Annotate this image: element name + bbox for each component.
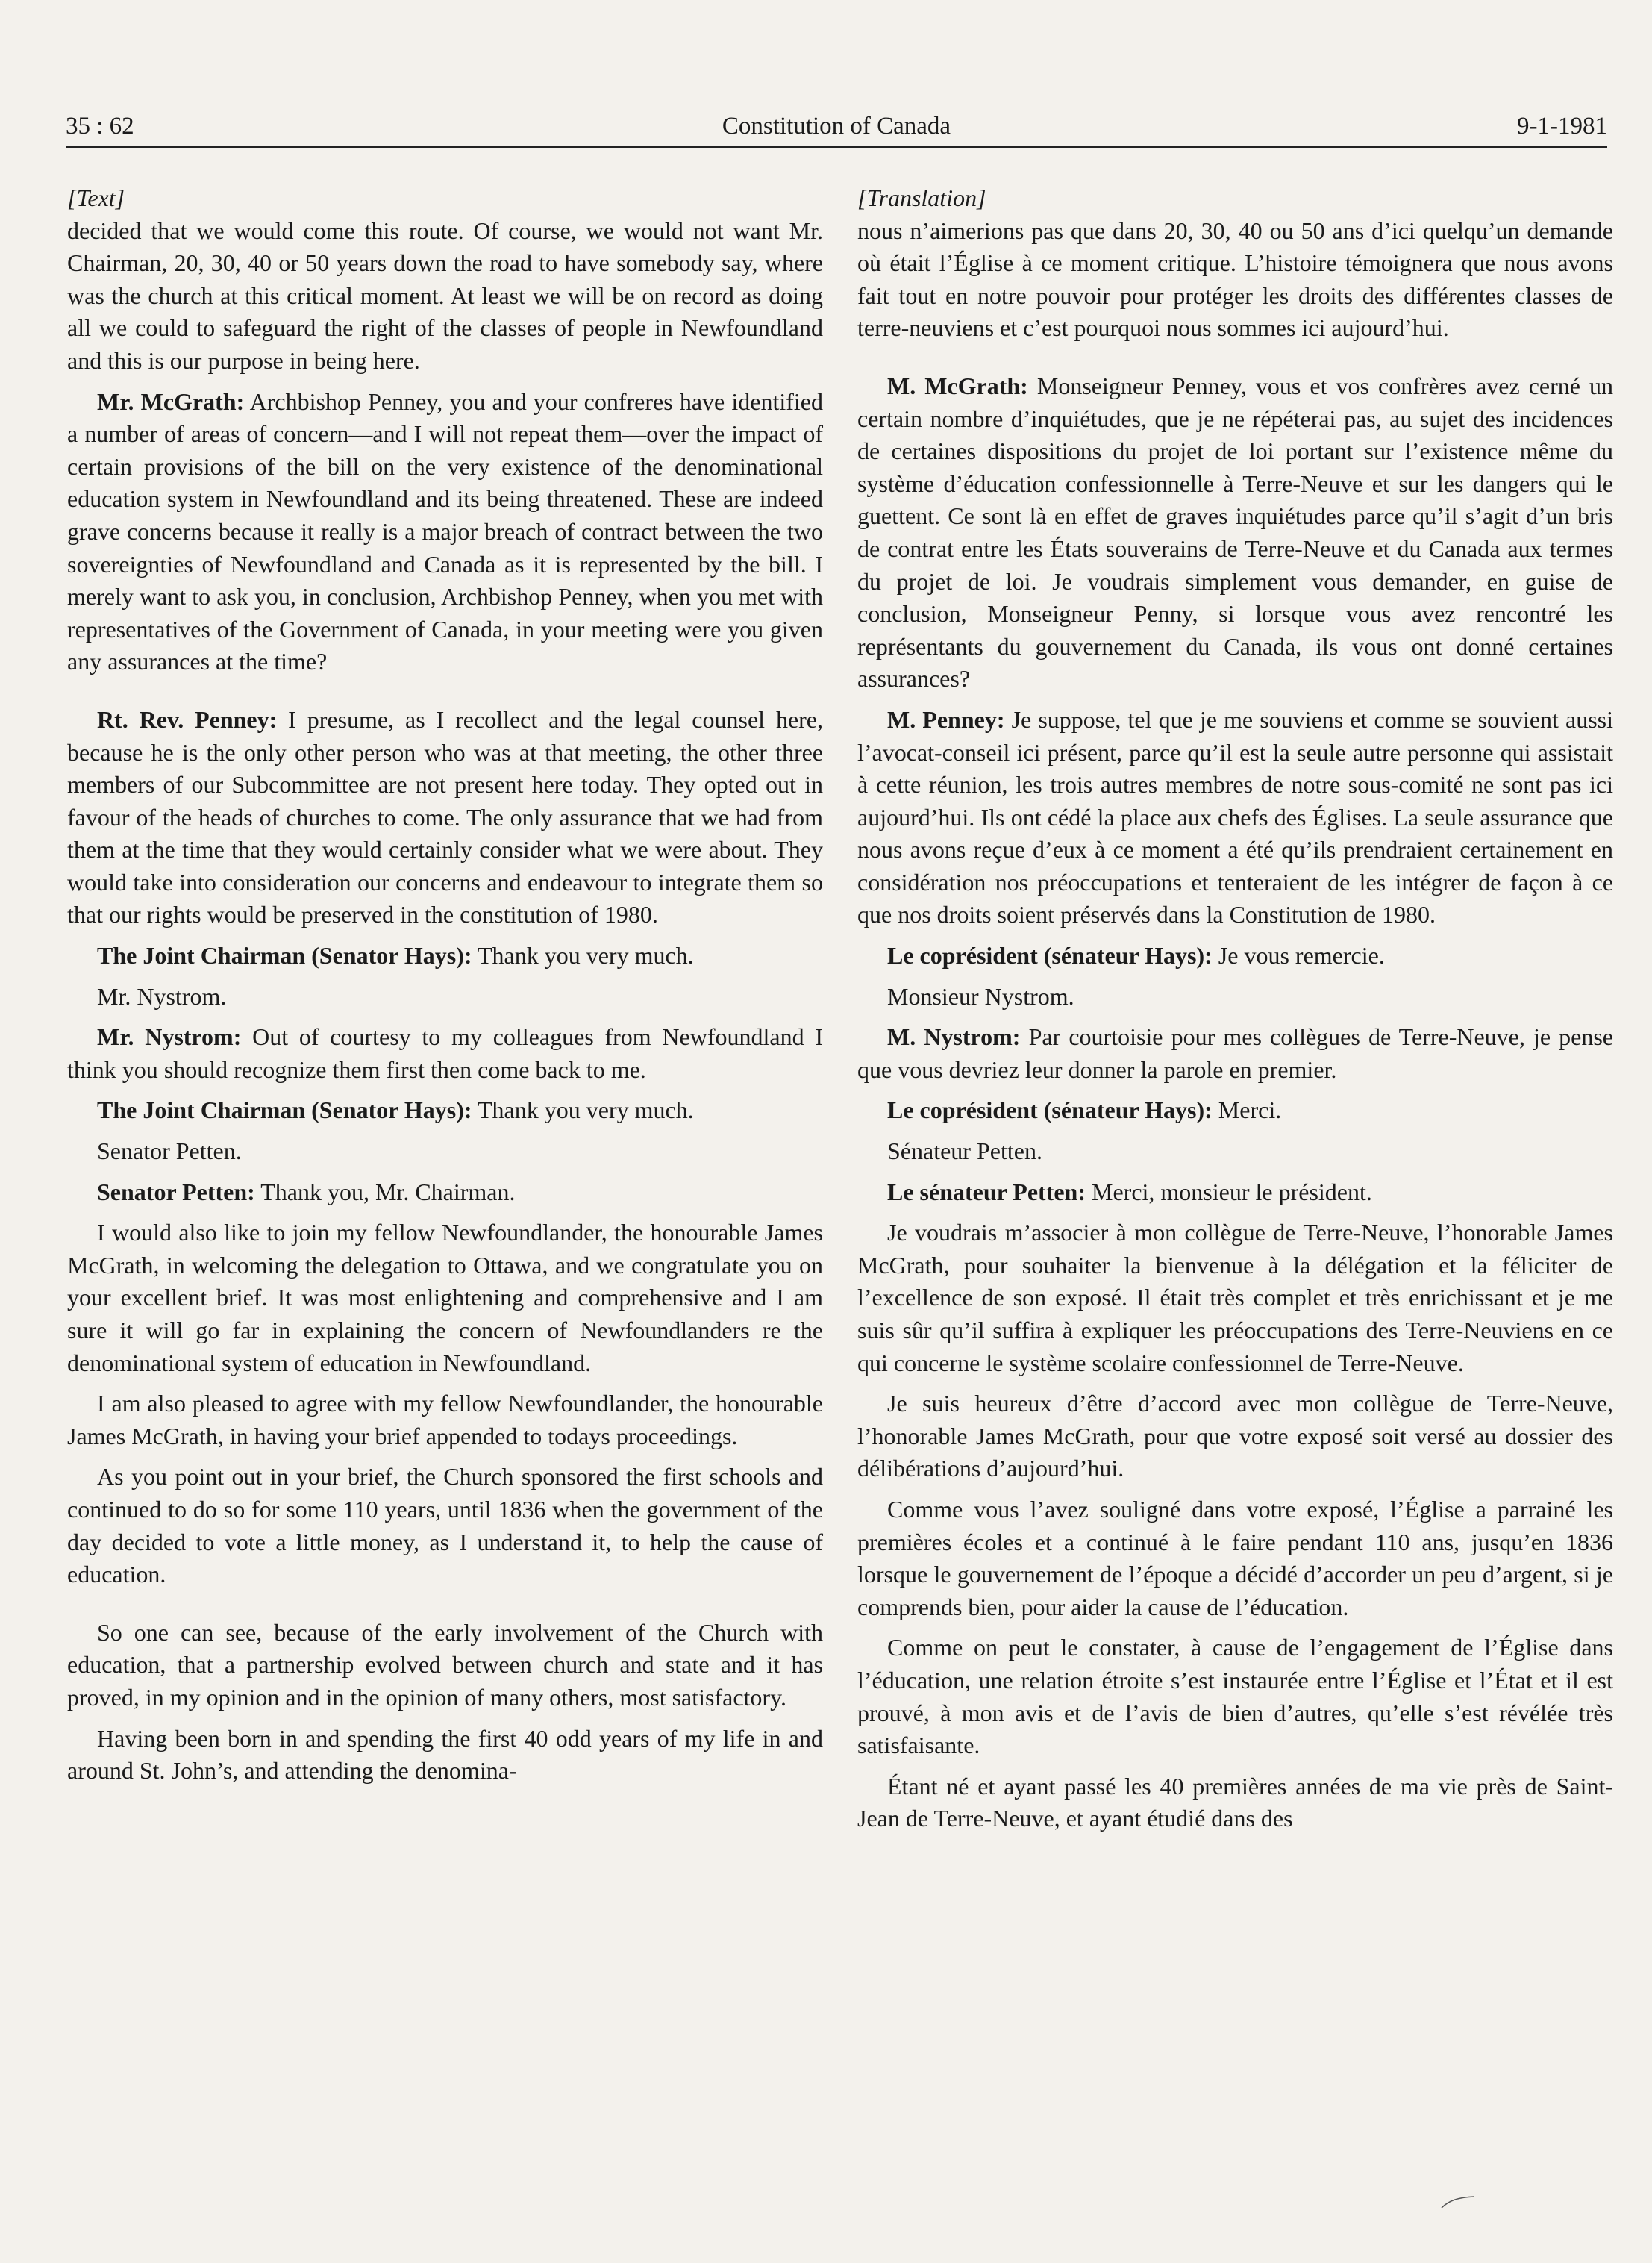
paragraph: The Joint Chairman (Senator Hays): Thank you very much. — [97, 1096, 694, 1124]
paragraph: Je suis heureux d’être d’accord avec mon collègue de Terre-Neuve, l’honorable James McGrath, pour que votre exposé soit versé au dossier des délibérations d’aujourd’hui. — [857, 1390, 1613, 1482]
paragraph: Je voudrais m’associer à mon collègue de Terre-Neuve, l’honorable James McGrath, pour souhaiter la bienvenue à la délégation et la féliciter de l’excellence de son exposé. Il était très complet et très enrichissant et je me suis sûr qu’il suffira à expliquer les préoccupations des Terre-Neuviens en ce qui concerne le système scolaire confessionnel de Terre-Neuve. — [857, 1219, 1613, 1376]
paragraph: I am also pleased to agree with my fellow Newfoundlander, the honourable James McGrath, in having your brief appended to todays proceedings. — [67, 1390, 823, 1449]
page-date: 9-1-1981 — [1517, 113, 1607, 140]
paragraph: Mr. McGrath: Archbishop Penney, you and your confreres have identified a number of areas of concern—and I will not repeat them—over the impact of certain provisions of the bill on the very existence of the denominational education system in Newfoundland and its being threatened. These are indeed grave concerns because it really is a major breach of contract between the two sovereignties of Newfoundland and Canada as it is represented by the bill. I merely want to ask you, in conclusion, Archbishop Penney, when you met with representatives of the Government of Canada, in your meeting were you given any assurances at the time? — [67, 387, 824, 675]
english-column — [67, 182, 823, 1796]
speaker-name: Mr. McGrath: — [97, 387, 245, 415]
paragraph: So one can see, because of the early involvement of the Church with education, that a partnership evolved between church and state and it has proved, in my opinion and in the opinion of many others, most satisfactory. — [67, 1618, 823, 1711]
page-header — [66, 109, 1607, 143]
paragraph: Senator Petten. — [97, 1137, 242, 1165]
header-rule — [66, 146, 1607, 148]
page-title: Constitution of Canada — [722, 113, 951, 140]
speaker-name: Le coprésident (sénateur Hays): — [887, 942, 1213, 970]
paragraph: Mr. Nystrom. — [97, 982, 227, 1010]
paragraph: M. Penney: Je suppose, tel que je me souviens et comme se souvient aussi l’avocat-conseil ici présent, parce qu’il est la seule autre personne qui assistait à cette réunion, les trois autres membres de notre sous-comité ne sont pas ici aujourd’hui. Ils ont cédé la place aux chefs des Églises. La seule assurance que nous avons reçue d’eux à ce moment a été qu’ils prendraient certainement en considération nos préoccupations et tenteraient de les intégrer de façon à ce que nos droits soient préservés dans la Constitution de 1980. — [857, 705, 1614, 928]
speaker-name: Le sénateur Petten: — [887, 1178, 1086, 1205]
paragraph: Rt. Rev. Penney: I presume, as I recollect and the legal counsel here, because he is the only other person who was at that meeting, the other three members of our Subcommittee are not present here today. They opted out in favour of the heads of churches to come. The only assurance that we had from them at the time that they would certainly consider what we were about. They would take into consideration our concerns and endeavour to integrate them so that our rights would be preserved in the constitution of 1980. — [67, 705, 824, 928]
speaker-name: M. Penney: — [887, 705, 1005, 733]
paragraph: Comme vous l’avez souligné dans votre exposé, l’Église a parrainé les premières écoles et a continué à le faire pendant 110 ans, jusqu’en 1836 lorsque le gouvernement de l’époque a décidé d’accorder un peu d’argent, si je comprends bien, pour aider la cause de l’éducation. — [857, 1495, 1613, 1620]
speaker-name: Mr. Nystrom: — [97, 1023, 242, 1051]
french-column — [857, 182, 1613, 1844]
paragraph: Le coprésident (sénateur Hays): Je vous remercie. — [887, 942, 1385, 970]
paragraph: Senator Petten: Thank you, Mr. Chairman. — [97, 1178, 516, 1205]
speaker-name: Le coprésident (sénateur Hays): — [887, 1096, 1213, 1124]
paragraph: decided that we would come this route. Of course, we would not want Mr. Chairman, 20, 30, 40 or 50 years down the road to have somebody say, where was the church at this critical moment. At least we will be on record as doing all we could to safeguard the right of the classes of people in Newfoundland and this is our purpose in being here. — [67, 216, 823, 374]
paragraph: The Joint Chairman (Senator Hays): Thank you very much. — [97, 942, 694, 970]
paragraph: I would also like to join my fellow Newfoundlander, the honourable James McGrath, in welcoming the delegation to Ottawa, and we congratulate you on your excellent brief. It was most enlightening and comprehensive and I am sure it will go far in explaining the concern of Newfoundlanders re the denominational system of education in Newfoundland. — [67, 1219, 823, 1376]
speaker-name: The Joint Chairman (Senator Hays): — [97, 942, 472, 970]
speaker-name: The Joint Chairman (Senator Hays): — [97, 1096, 472, 1124]
pen-stroke-mark — [1440, 2194, 1477, 2209]
speaker-name: Senator Petten: — [97, 1178, 255, 1205]
paragraph: nous n’aimerions pas que dans 20, 30, 40 ou 50 ans d’ici quelqu’un demande où était l’Église à ce moment critique. L’histoire témoignera que nous avons fait tout en notre pouvoir pour protéger les droits des différentes classes de terre-neuviens et c’est pourquoi nous sommes ici aujourd’hui. — [857, 216, 1613, 342]
paragraph: Monsieur Nystrom. — [887, 982, 1074, 1010]
text-marker: [Text] — [67, 184, 125, 211]
paragraph: Le coprésident (sénateur Hays): Merci. — [887, 1096, 1282, 1124]
paragraph: Having been born in and spending the first 40 odd years of my life in and around St. John’s, and attending the denomina- — [67, 1724, 823, 1785]
paragraph: Étant né et ayant passé les 40 premières années de ma vie près de Saint-Jean de Terre-Neuve, et ayant étudié dans des — [857, 1772, 1613, 1832]
page-number: 35 : 62 — [66, 113, 134, 140]
speaker-name: M. McGrath: — [887, 372, 1028, 399]
speaker-name: M. Nystrom: — [887, 1023, 1021, 1051]
speaker-name: Rt. Rev. Penney: — [97, 705, 278, 733]
paragraph: Le sénateur Petten: Merci, monsieur le président. — [887, 1178, 1372, 1205]
paragraph: Comme on peut le constater, à cause de l’engagement de l’Église dans l’éducation, une relation étroite s’est instaurée entre l’Église et l’État et il est prouvé, à mon avis et de l’avis de bien d’autres, qu’elle s’est révélée très satisfaisante. — [857, 1634, 1613, 1759]
paragraph: As you point out in your brief, the Church sponsored the first schools and continued to do so for some 110 years, until 1836 when the government of the day decided to vote a little money, as I understand it, to help the cause of education. — [67, 1463, 823, 1588]
translation-marker: [Translation] — [857, 184, 986, 211]
paragraph: Sénateur Petten. — [887, 1137, 1042, 1165]
paragraph: Mr. Nystrom: Out of courtesy to my colleagues from Newfoundland I think you should recognize them first then come back to me. — [67, 1023, 824, 1083]
paragraph: M. Nystrom: Par courtoisie pour mes collègues de Terre-Neuve, je pense que vous devriez leur donner la parole en premier. — [857, 1023, 1614, 1083]
paragraph: M. McGrath: Monseigneur Penney, vous et vos confrères avez cerné un certain nombre d’inquiétudes, que je ne répéterai pas, au sujet des incidences de certaines dispositions du projet de loi portant sur l’existence même du système d’éducation confessionnelle à Terre-Neuve et sur les dangers qui le guettent. Ce sont là en effet de graves inquiétudes parce qu’il s’agit d’un bris de contrat entre les États souverains de Terre-Neuve et du Canada aux termes du projet de loi. Je voudrais simplement vous demander, en guise de conclusion, Monseigneur Penny, si lorsque vous avez rencontré les représentants du gouvernement du Canada, ils vous ont donné certaines assurances? — [857, 372, 1614, 693]
